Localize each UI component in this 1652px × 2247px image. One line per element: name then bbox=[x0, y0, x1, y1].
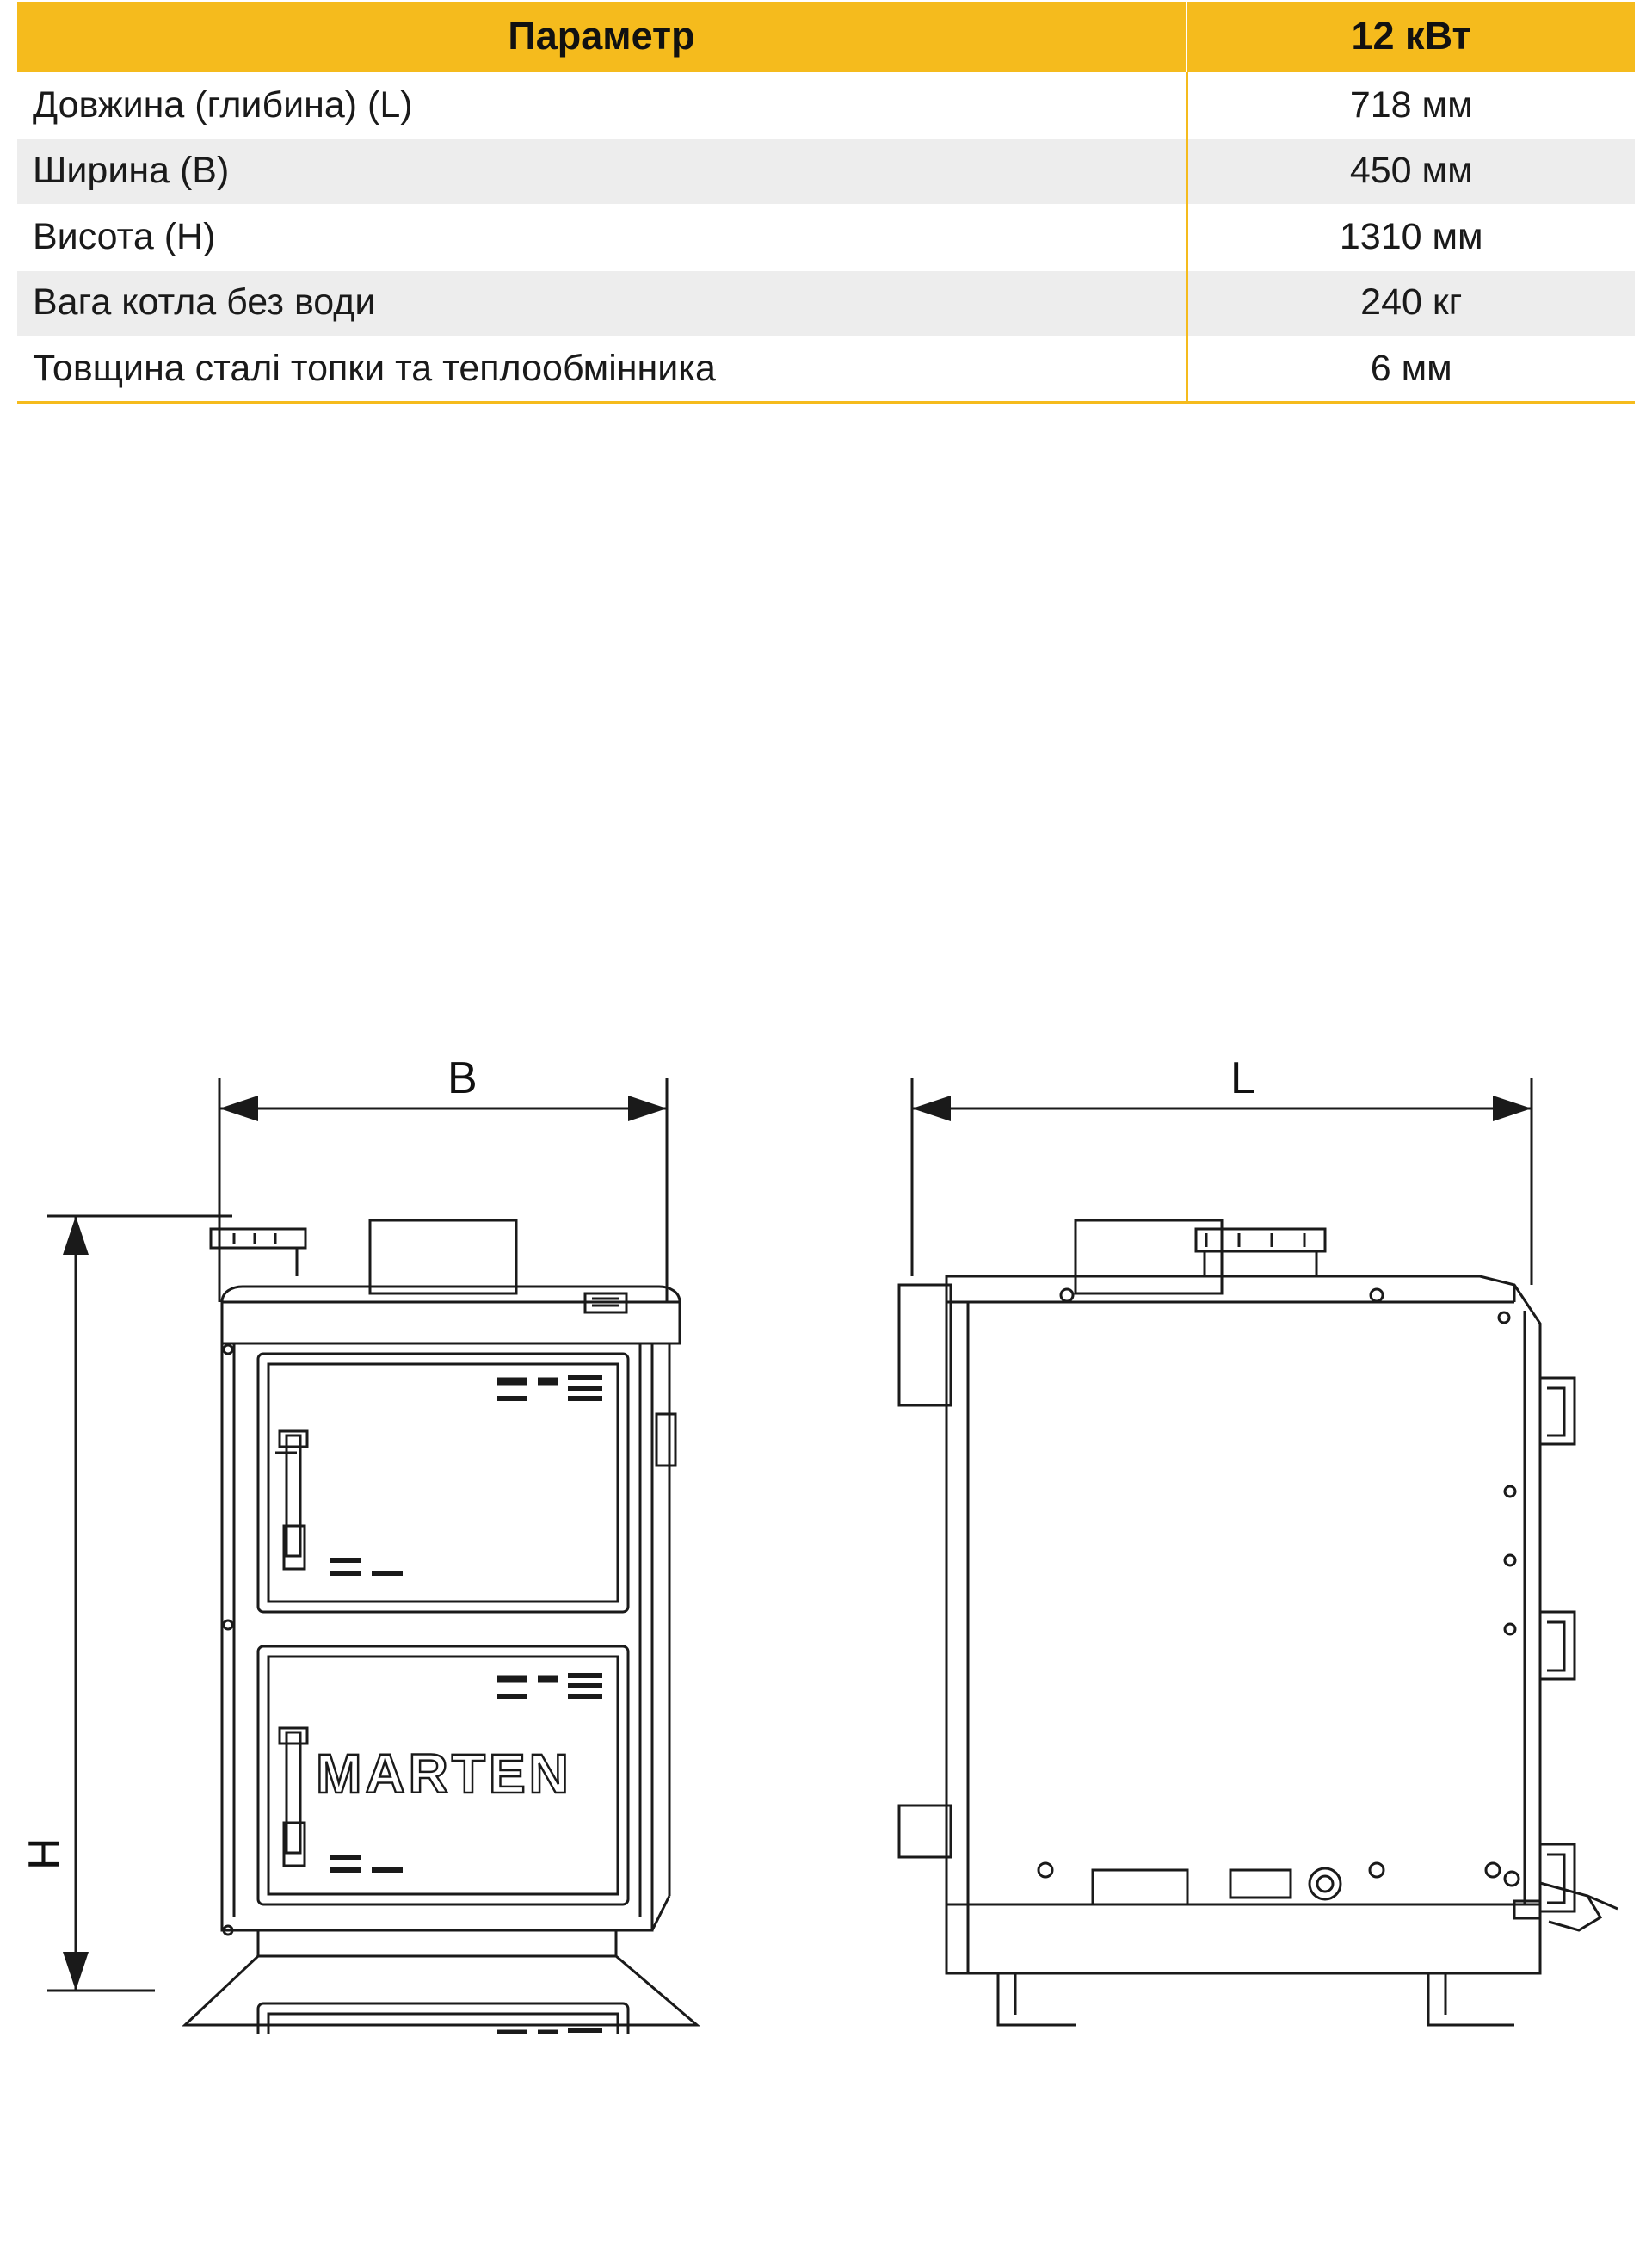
table-header bbox=[17, 1, 1635, 73]
row-label-height: Висота (H) bbox=[17, 205, 1187, 270]
lower-door-details bbox=[0, 416, 1652, 2034]
table-row bbox=[17, 336, 1635, 403]
brand-logo-text: MARTEN bbox=[316, 1743, 572, 1806]
row-label-steel-thickness: Товщина сталі топки та теплообмінника bbox=[17, 336, 1187, 403]
dimension-label-length: L bbox=[1230, 1053, 1255, 1104]
table-row bbox=[17, 205, 1635, 270]
row-value-steel-thickness: 6 мм bbox=[1187, 336, 1635, 403]
dimension-label-height: H bbox=[20, 1837, 70, 1871]
table-body bbox=[17, 73, 1635, 403]
row-label-length: Довжина (глибина) (L) bbox=[17, 73, 1187, 139]
table-row bbox=[17, 270, 1635, 336]
row-value-weight: 240 кг bbox=[1187, 270, 1635, 336]
dimension-label-width: B bbox=[447, 1053, 478, 1104]
technical-drawing bbox=[0, 416, 1652, 2034]
row-label-weight: Вага котла без води bbox=[17, 270, 1187, 336]
table-row bbox=[17, 139, 1635, 204]
specification-table bbox=[17, 0, 1635, 404]
row-label-width: Ширина (B) bbox=[17, 139, 1187, 204]
table-row bbox=[17, 73, 1635, 139]
row-value-width: 450 мм bbox=[1187, 139, 1635, 204]
row-value-height: 1310 мм bbox=[1187, 205, 1635, 270]
table-header-row bbox=[17, 1, 1635, 73]
column-header-power: 12 кВт bbox=[1187, 1, 1635, 73]
column-header-parameter: Параметр bbox=[17, 1, 1187, 73]
row-value-length: 718 мм bbox=[1187, 73, 1635, 139]
